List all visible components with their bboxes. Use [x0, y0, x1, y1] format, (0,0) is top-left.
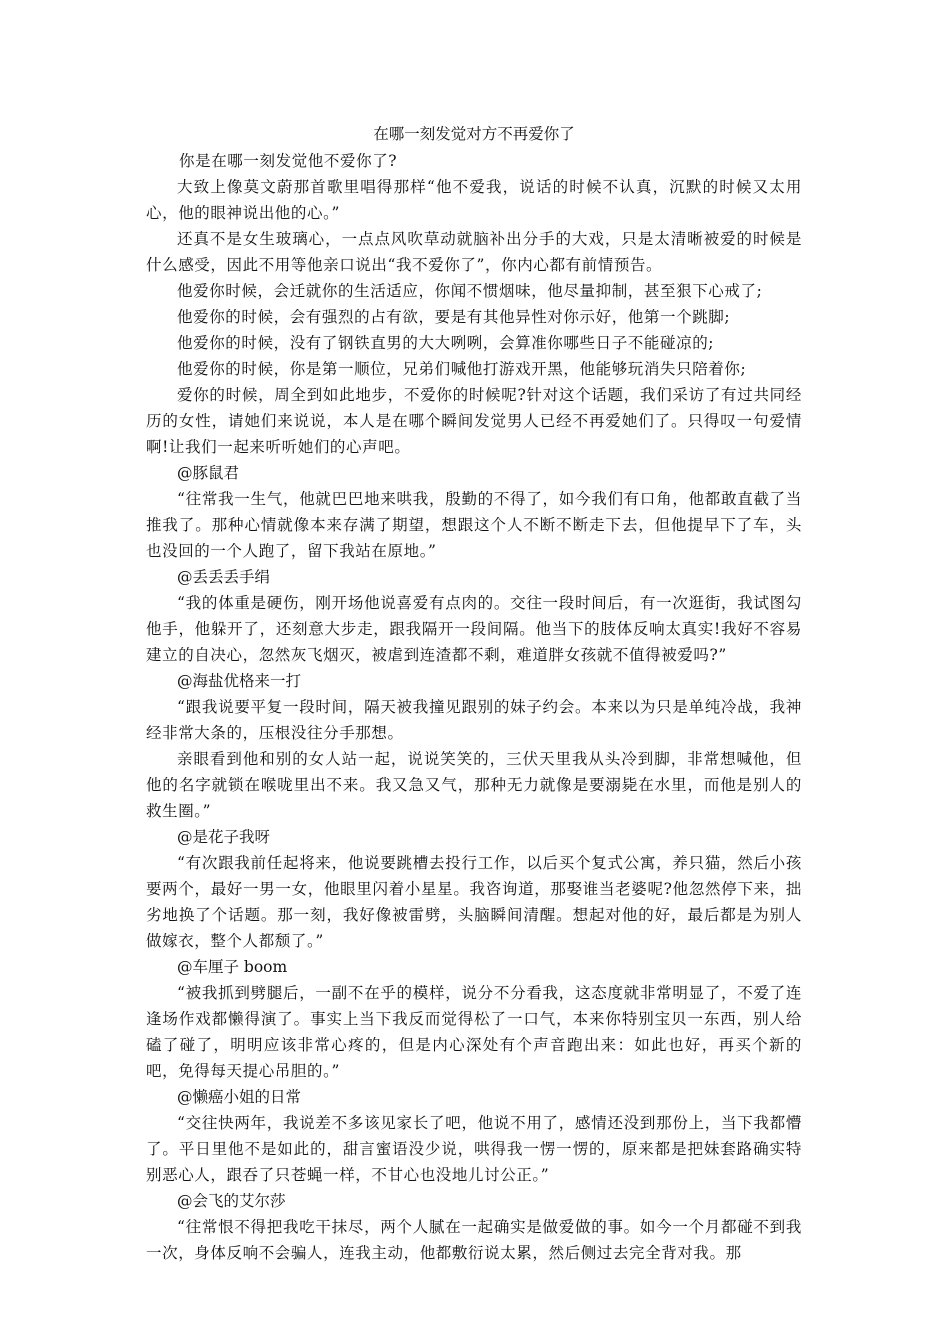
author-handle: @豚鼠君 — [177, 464, 240, 482]
author-handle: @是花子我呀 — [177, 828, 271, 846]
body-paragraph: “有次跟我前任起将来，他说要跳槽去投行工作，以后买个复式公寓，养只猫，然后小孩要两个，最好一男一女，他眼里闪着小星星。我咨询道，那娶谁当老婆呢?他忽然停下来，拙劣地换了个话题。那一刻，我好像被雷劈，头脑瞬间清醒。想起对他的好，最后都是为别人做嫁衣，整个人都颓了。” — [146, 854, 802, 950]
body-paragraph: 他爱你的时候，没有了钢铁直男的大大咧咧，会算准你哪些日子不能碰凉的; — [177, 334, 715, 352]
author-handle: @会飞的艾尔莎 — [177, 1192, 286, 1210]
document-body — [146, 148, 802, 1266]
author-handle: @丢丢丢手绢 — [177, 568, 271, 586]
body-paragraph: “跟我说要平复一段时间，隔天被我撞见跟别的妹子约会。本来以为只是单纯冷战，我神经非常大条的，压根没往分手那想。 — [146, 698, 802, 742]
body-paragraph: “交往快两年，我说差不多该见家长了吧，他说不用了，感情还没到那份上，当下我都懵了。平日里他不是如此的，甜言蜜语没少说，哄得我一愣一愣的，原来都是把妹套路确实特别恶心人，跟吞了只苍蝇一样，不甘心也没地儿讨公正。” — [146, 1114, 802, 1184]
body-paragraph: 他爱你的时候，你是第一顺位，兄弟们喊他打游戏开黑，他能够玩消失只陪着你; — [177, 360, 747, 378]
author-handle: @懒癌小姐的日常 — [177, 1088, 302, 1106]
body-paragraph: “被我抓到劈腿后，一副不在乎的模样，说分不分看我，这态度就非常明显了，不爱了连逢场作戏都懒得演了。事实上当下我反而觉得松了一口气，本来你特别宝贝一东西，别人给磕了碰了，明明应该非常心疼的，但是内心深处有个声音跑出来：如此也好，再买个新的吧，免得每天提心吊胆的。” — [146, 984, 802, 1080]
body-paragraph: 他爱你的时候，会有强烈的占有欲，要是有其他异性对你示好，他第一个跳脚; — [177, 308, 731, 326]
body-paragraph: 大致上像莫文蔚那首歌里唱得那样“他不爱我，说话的时候不认真，沉默的时候又太用心，他的眼神说出他的心。” — [146, 178, 802, 222]
body-paragraph: 你是在哪一刻发觉他不爱你了? — [179, 152, 398, 170]
body-paragraph: “往常恨不得把我吃干抹尽，两个人腻在一起确实是做爱做的事。如今一个月都碰不到我一次，身体反响不会骗人，连我主动，他都敷衍说太累，然后侧过去完全背对我。那 — [146, 1218, 802, 1262]
author-handle: @海盐优格来一打 — [177, 672, 302, 690]
document-page — [146, 122, 802, 1266]
body-paragraph: 亲眼看到他和别的女人站一起，说说笑笑的，三伏天里我从头冷到脚，非常想喊他，但他的名字就锁在喉咙里出不来。我又急又气，那种无力就像是要溺毙在水里，而他是别人的救生圈。” — [146, 750, 802, 820]
body-paragraph: 爱你的时候，周全到如此地步，不爱你的时候呢?针对这个话题，我们采访了有过共同经历的女性，请她们来说说，本人是在哪个瞬间发觉男人已经不再爱她们了。只得叹一句爱情啊!让我们一起来听听她们的心声吧。 — [146, 386, 802, 456]
author-handle: @车厘子 boom — [177, 958, 288, 976]
body-paragraph: “我的体重是硬伤，刚开场他说喜爱有点肉的。交往一段时间后，有一次逛街，我试图勾他手，他躲开了，还刻意大步走，跟我隔开一段间隔。他当下的肢体反响太真实!我好不容易建立的自决心，忽然灰飞烟灭，被虐到连渣都不剩，难道胖女孩就不值得被爱吗?” — [146, 594, 802, 664]
body-paragraph: “往常我一生气，他就巴巴地来哄我，殷勤的不得了，如今我们有口角，他都敢直截了当推我了。那种心情就像本来存满了期望，想跟这个人不断不断走下去，但他提早下了车，头也没回的一个人跑了，留下我站在原地。” — [146, 490, 802, 560]
document-title: 在哪一刻发觉对方不再爱你了 — [373, 125, 575, 143]
body-paragraph: 还真不是女生玻璃心，一点点风吹草动就脑补出分手的大戏，只是太清晰被爱的时候是什么感受，因此不用等他亲口说出“我不爱你了”，你内心都有前情预告。 — [146, 230, 802, 274]
body-paragraph: 他爱你时候，会迁就你的生活适应，你闻不惯烟味，他尽量抑制，甚至狠下心戒了; — [177, 282, 763, 300]
